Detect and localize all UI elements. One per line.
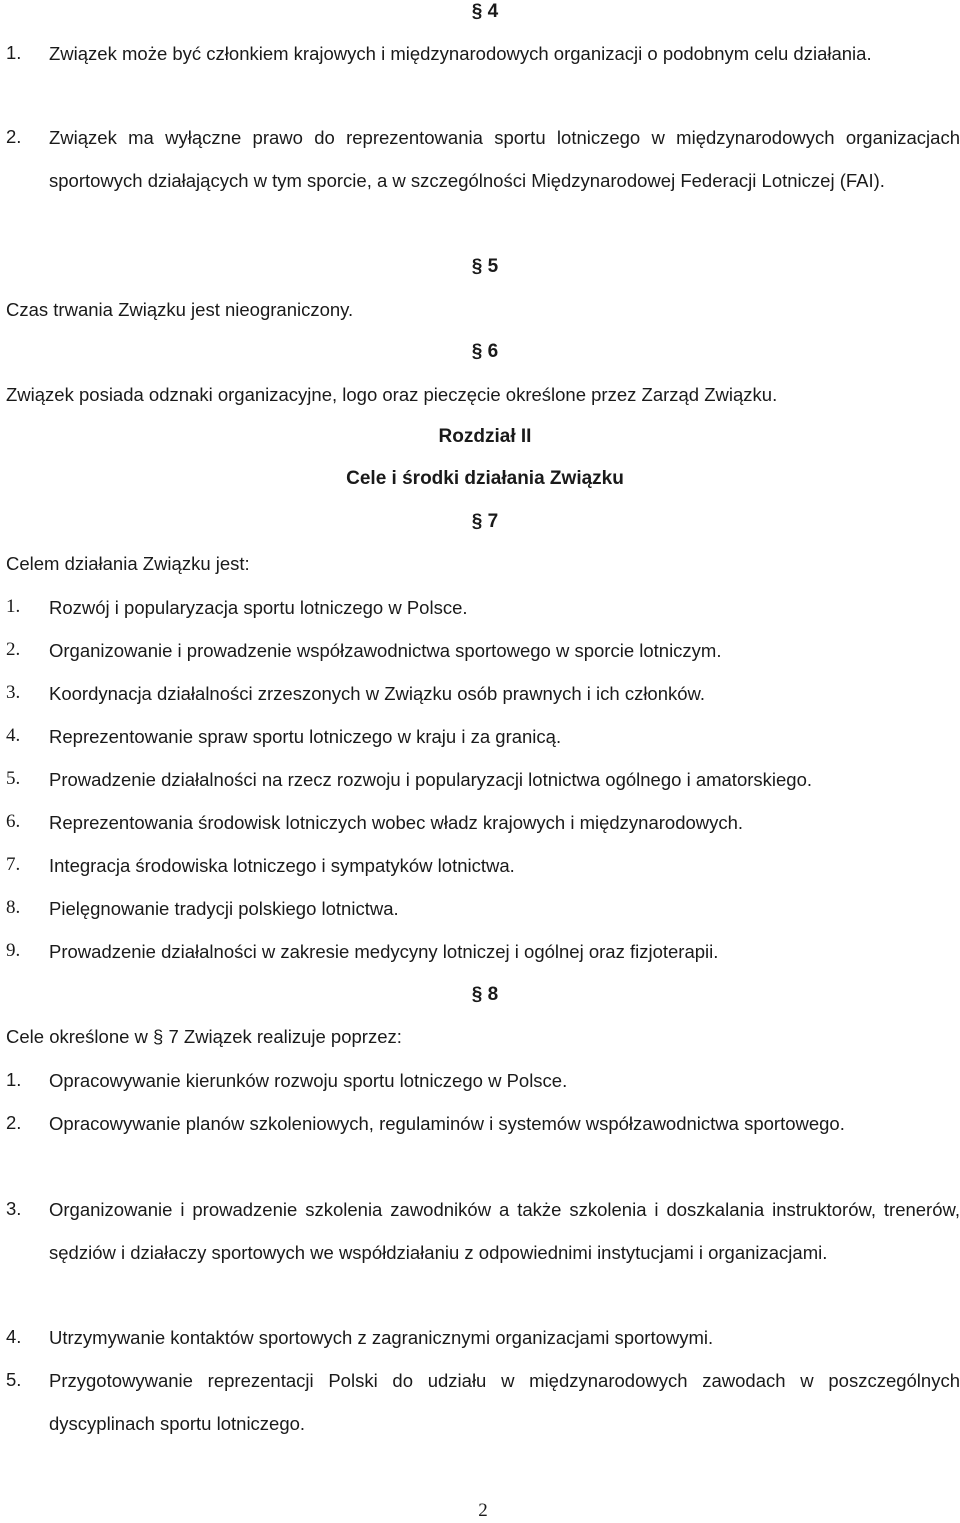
list-item-text: Reprezentowania środowisk lotniczych wobec władz krajowych i międzynarodowych. (49, 811, 744, 833)
list-item-text: Koordynacja działalności zrzeszonych w Związku osób prawnych i ich członków. (49, 682, 706, 704)
list-item-text: Przygotowywanie reprezentacji Polski do udziału w międzynarodowych zawodach w poszczególnych dyscyplinach sportu lotniczego. (49, 1369, 960, 1434)
list-number: 3. (6, 1198, 22, 1219)
list-number: 1. (6, 596, 21, 617)
section-8-heading: § 8 (471, 984, 499, 1005)
list-item-text: Rozwój i popularyzacja sportu lotniczego w Polsce. (49, 596, 468, 618)
page-number: 2 (478, 1500, 488, 1521)
list-item-text: Utrzymywanie kontaktów sportowych z zagranicznymi organizacjami sportowymi. (49, 1326, 714, 1348)
list-number: 1. (6, 1069, 22, 1090)
list-number: 7. (6, 854, 21, 875)
list-item-text: Opracowywanie kierunków rozwoju sportu lotniczego w Polsce. (49, 1069, 568, 1091)
section-6-text: Związek posiada odznaki organizacyjne, logo oraz pieczęcie określone przez Zarząd Związku. (6, 384, 778, 405)
list-number: 2. (6, 126, 22, 147)
list-number: 5. (6, 768, 21, 789)
list-item-text: Prowadzenie działalności w zakresie medycyny lotniczej i ogólnej oraz fizjoterapii. (49, 940, 719, 962)
section-8-intro: Cele określone w § 7 Związek realizuje poprzez: (6, 1026, 402, 1047)
list-item-text: Związek ma wyłączne prawo do reprezentowania sportu lotniczego w międzynarodowych organizacjach sportowych działających w tym sporcie, a w szczególności Międzynarodowej Federacji Lotniczej (FAI). (49, 126, 960, 191)
list-item-text: Integracja środowiska lotniczego i sympatyków lotnictwa. (49, 854, 515, 876)
list-number: 4. (6, 1326, 22, 1347)
section-7-heading: § 7 (471, 511, 499, 532)
list-item-text: Prowadzenie działalności na rzecz rozwoju i popularyzacji lotnictwa ogólnego i amatorskiego. (49, 768, 813, 790)
chapter-number: Rozdział II (438, 426, 532, 447)
list-number: 9. (6, 940, 21, 961)
list-item-text: Związek może być członkiem krajowych i międzynarodowych organizacji o podobnym celu działania. (49, 42, 872, 64)
list-item-text: Pielęgnowanie tradycji polskiego lotnictwa. (49, 897, 399, 919)
list-number: 3. (6, 682, 21, 703)
list-item-text: Opracowywanie planów szkoleniowych, regulaminów i systemów współzawodnictwa sportowego. (49, 1112, 845, 1134)
list-number: 1. (6, 42, 22, 63)
list-number: 2. (6, 1112, 22, 1133)
section-5-text: Czas trwania Związku jest nieograniczony. (6, 299, 354, 320)
list-number: 2. (6, 639, 21, 660)
list-item-text: Organizowanie i prowadzenie współzawodnictwa sportowego w sporcie lotniczym. (49, 639, 722, 661)
list-item-text: Organizowanie i prowadzenie szkolenia zawodników a także szkolenia i doszkalania instruktorów, trenerów, sędziów i działaczy sportowych we współdziałaniu z odpowiednimi instytucjami i organizacjami. (49, 1198, 960, 1263)
list-number: 4. (6, 725, 21, 746)
list-number: 5. (6, 1369, 22, 1390)
chapter-title: Cele i środki działania Związku (346, 468, 624, 489)
list-item-text: Reprezentowanie spraw sportu lotniczego w kraju i za granicą. (49, 725, 562, 747)
list-number: 6. (6, 811, 21, 832)
section-5-heading: § 5 (471, 256, 499, 277)
list-number: 8. (6, 897, 21, 918)
section-4-heading: § 4 (471, 1, 499, 22)
section-6-heading: § 6 (471, 341, 499, 362)
section-7-intro: Celem działania Związku jest: (6, 553, 250, 574)
